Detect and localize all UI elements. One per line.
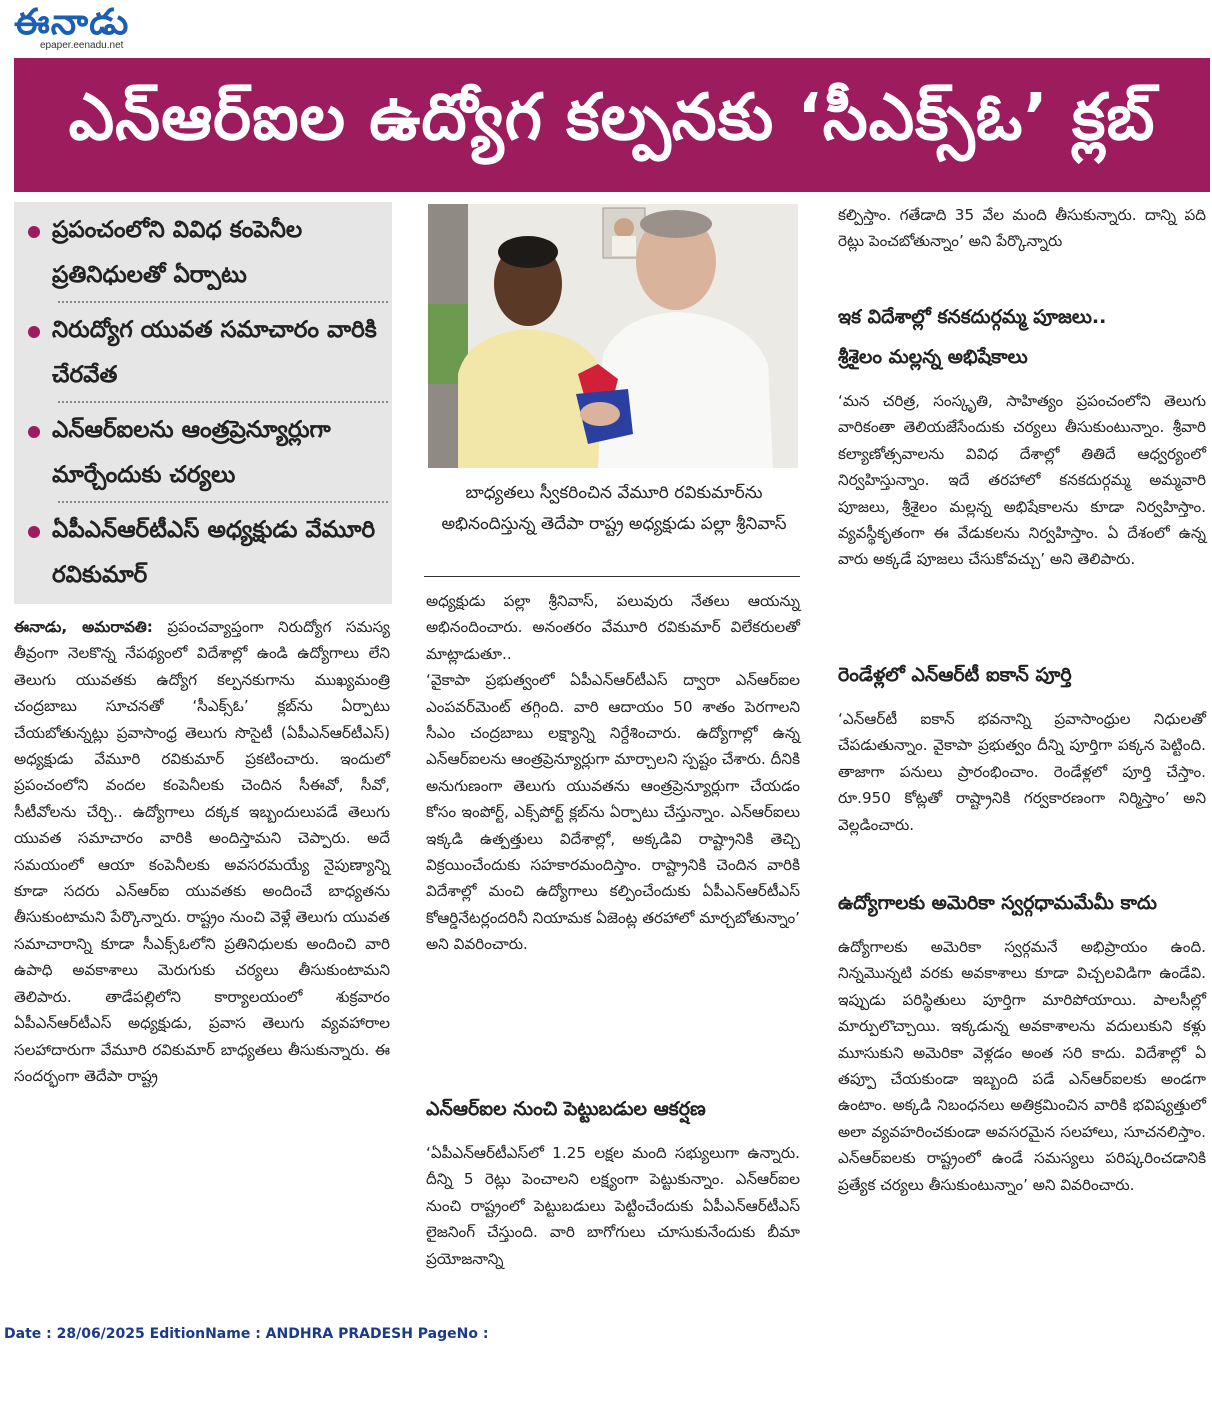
article-column-3c — [838, 706, 1206, 838]
subheading: ఎన్ఆర్ఐల నుంచి పెట్టుబడుల ఆకర్షణ — [426, 1098, 706, 1120]
caption-rule — [424, 576, 800, 577]
headline-banner — [14, 58, 1210, 192]
paragraph: ‘వైకాపా ప్రభుత్వంలో ఏపీఎన్ఆర్‌టీఎస్ ద్వారా ఎన్ఆర్ఐల ఎంపవర్‌మెంట్ తగ్గింది. వారి ఆదాయం 50 శాతం పెరగాలని సీఎం చంద్రబాబు లక్ష్యాన్ని నిర్దేశించారు. ఉద్యోగాల్లో ఉన్న ఎన్ఆర్ఐలను ఆంత్రప్రెన్యూర్లుగా మార్చాలని స్పష్టం చేశారు. దీనికి అనుగుణంగా తెలుగు యువతను ఆంత్రప్రెన్యూర్లుగా చేయడం కోసం ఇంపోర్ట్, ఎక్స్‌పోర్ట్ క్లబ్‌ను ఏర్పాటు చేస్తున్నాం. ఎన్ఆర్ఐలు ఇక్కడి ఉత్పత్తులు విదేశాల్లో, అక్కడివి రాష్ట్రానికి తెచ్చి విక్రయించేందుకు సహకారమందిస్తాం. రాష్ట్రానికి చెందిన వారికి విదేశాల్లో మంచి ఉద్యోగాలు కల్పించేందుకు ఏపీఎన్ఆర్‌టీఎస్ కోఆర్డినేటర్లందరినీ నియామక ఏజెంట్ల తరహాలో మార్చబోతున్నాం’ అని వివరించారు. — [426, 671, 800, 954]
paragraph: ప్రపంచవ్యాప్తంగా నిరుద్యోగ సమస్య తీవ్రంగా నెలకొన్న నేపథ్యంలో విదేశాల్లో ఉండి ఉద్యోగాలు లేని తెలుగు యువతకు ఉద్యోగ కల్పనకుగాను ముఖ్యమంత్రి చంద్రబాబు సూచనతో ‘సీఎక్స్ఓ’ క్లబ్‌ను ఏర్పాటు చేయబోతున్నట్లు ప్రవాసాంధ్ర తెలుగు సొసైటీ (ఏపీఎన్ఆర్‌టీఎస్) అధ్యక్షుడు వేమూరి రవికుమార్ ప్రకటించారు. ఇందులో ప్రపంచంలోని వందల కంపెనీలకు చెందిన సీఈవో, సీవో, సీటీవోలను చేర్చి.. ఉద్యోగాలు దక్కక ఇబ్బందులుపడే తెలుగు యువత సమాచారం వారికి అందిస్తామని చెప్పారు. అదే సమయంలో ఆయా కంపెనీలకు అవసరమయ్యే నైపుణ్యాన్ని కూడా సదరు ఎన్ఆర్ఐ యువతకు అందించే బాధ్యతను తీసుకుంటామని పేర్కొన్నారు. రాష్ట్రం నుంచి వెళ్లే తెలుగు యువత సమాచారాన్ని కూడా సీఎక్స్ఓలోని ప్రతినిధులకు అందించి వారి ఉపాధి అవకాశాలు మెరుగుకు చర్యలు తీసుకుంటామని తెలిపారు. తాడేపల్లిలోని కార్యాలయంలో శుక్రవారం ఏపీఎన్ఆర్‌టీఎస్ అధ్యక్షుడు, ప్రవాస తెలుగు వ్యవహారాల సలహాదారుగా వేమూరి రవికుమార్ బాధ్యతలు తీసుకున్నారు. ఈ సందర్భంగా తెదేపా రాష్ట్ర — [14, 618, 390, 1085]
subheading: శ్రీశైలం మల్లన్న అభిషేకాలు — [838, 346, 1028, 368]
eenadu-logo — [14, 2, 144, 50]
edition-footer: Date : 28/06/2025 EditionName : ANDHRA PRADESH PageNo : — [4, 1326, 489, 1342]
highlight-text: ఏపీఎన్ఆర్‌టీఎస్ అధ్యక్షుడు వేమూరి రవికుమార్ — [52, 517, 376, 588]
photo-caption: బాధ్యతలు స్వీకరించిన వేమూరి రవికుమార్‌ను అభినందిస్తున్న తెదేపా రాష్ట్ర అధ్యక్షుడు పల్లా శ్రీనివాస్ — [441, 483, 787, 534]
paragraph: కల్పిస్తాం. గతేడాది 35 వేల మంది తీసుకున్నారు. దాన్ని పది రెట్లు పెంచబోతున్నాం’ అని పేర్కొన్నారు — [838, 206, 1206, 251]
subheading: ఉద్యోగాలకు అమెరికా స్వర్గధామమేమీ కాదు — [838, 892, 1157, 914]
article-column-2 — [426, 588, 800, 958]
subheading: ఇక విదేశాల్లో కనకదుర్గమ్మ పూజలు.. — [838, 306, 1107, 328]
article-body — [14, 614, 390, 1089]
highlights-panel — [14, 202, 392, 604]
article-column-3 — [838, 202, 1206, 255]
paragraph: ఉద్యోగాలకు అమెరికా స్వర్గమనే అభిప్రాయం ఉంది. నిన్నమొన్నటి వరకు అవకాశాలు కూడా విచ్చలవిడిగా ఉండేవి. ఇప్పుడు పరిస్థితులు పూర్తిగా మారిపోయాయి. పాలసీల్లో మార్పులొచ్చాయి. ఇక్కడున్న అవకాశాలను వదులుకుని కళ్లు మూసుకుని అమెరికా వెళ్లడం అంత సరి కాదు. విదేశాల్లో ఏ తప్పూ చేయకుండా ఇబ్బంది పడే ఎన్ఆర్ఐలకు అండగా ఉంటాం. అక్కడి నిబంధనలు అతిక్రమించిన వారికి భవిష్యత్తులో అలా వ్యవహరించకుండా అవసరమైన సలహాలు, సూచనలిస్తాం. ఎన్ఆర్ఐలకు రాష్ట్రంలో ఉండే సమస్యలు పరిష్కరించడానికి ప్రత్యేక చర్యలు తీసుకుంటున్నాం’ అని వివరించారు. — [838, 938, 1206, 1194]
bullet-dot-icon — [28, 226, 40, 238]
bullet-dot-icon — [28, 426, 40, 438]
subheading: రెండేళ్లలో ఎన్ఆర్‌టీ ఐకాన్ పూర్తి — [838, 664, 1072, 686]
headline-text: ఎన్ఆర్ఐల ఉద్యోగ కల్పనకు ‘సీఎక్స్ఓ’ క్లబ్ — [68, 80, 1156, 155]
paragraph: ‘ఎన్ఆర్‌టీ ఐకాన్ భవనాన్ని ప్రవాసాంధ్రుల నిధులతో చేపడుతున్నాం. వైకాపా ప్రభుత్వం దీన్ని పూర్తిగా పక్కన పెట్టింది. తాజాగా పనులు ప్రారంభించాం. రెండేళ్లలో పూర్తి చేస్తాం. రూ.950 కోట్లతో రాష్ట్రానికి గర్వకారణంగా నిర్మిస్తాం’ అని వెల్లడించారు. — [838, 710, 1206, 834]
article-column-2b — [426, 1140, 800, 1272]
article-column-3b — [838, 388, 1206, 573]
news-photo — [428, 204, 798, 468]
bullet-dot-icon — [28, 326, 40, 338]
dateline: ఈనాడు, అమరావతి: — [14, 618, 153, 636]
paragraph: అధ్యక్షుడు పల్లా శ్రీనివాస్, పలువురు నేతలు ఆయన్ను అభినందించారు. అనంతరం వేమూరి రవికుమార్ విలేకరులతో మాట్లాడుతూ.. — [426, 592, 800, 663]
article-column-3d — [838, 934, 1206, 1198]
highlight-text: ఎన్ఆర్ఐలను ఆంత్రప్రెన్యూర్లుగా మార్చేందుకు చర్యలు — [52, 417, 331, 488]
paragraph: ‘మన చరిత్ర, సంస్కృతి, సాహిత్యం ప్రపంచంలోని తెలుగు వారికంతా తెలియజేసేందుకు చర్యలు తీసుకుంటున్నాం. శ్రీవారి కల్యాణోత్సవాలను వివిధ దేశాల్లో తితిదే ఆధ్వర్యంలో నిర్వహిస్తున్నాం. ఇదే తరహాలో కనకదుర్గమ్మ అమ్మవారి పూజలు, శ్రీశైలం మల్లన్న అభిషేకాలను కూడా నిర్వహిస్తాం. వ్యవస్థీకృతంగా ఈ వేడుకలను నిర్వహిస్తాం. ఏ దేశంలో ఉన్న వారు అక్కడే పూజలు చేసుకోవచ్చు’ అని తెలిపారు. — [838, 392, 1206, 569]
logo-text: ఈనాడు — [14, 1, 130, 43]
paragraph: ‘ఏపీఎన్ఆర్‌టీఎస్‌లో 1.25 లక్షల మంది సభ్యులుగా ఉన్నారు. దీన్ని 5 రెట్లు పెంచాలని లక్ష్యంగా పెట్టుకున్నాం. ఎన్ఆర్ఐల నుంచి రాష్ట్రంలో పెట్టుబడులు పెట్టించేందుకు ఏపీఎన్ఆర్‌టీఎస్ లైజనింగ్ చేస్తుంది. వారి బాగోగులు చూసుకునేందుకు బీమా ప్రయోజనాన్ని — [426, 1144, 800, 1268]
divider — [58, 401, 388, 403]
article-column-1 — [14, 614, 390, 1089]
epaper-url: epaper.eenadu.net — [40, 40, 124, 51]
photo-illustration — [428, 204, 798, 468]
bullet-dot-icon — [28, 526, 40, 538]
highlight-text: నిరుద్యోగ యువత సమాచారం వారికి చేరవేత — [52, 317, 377, 388]
divider — [58, 301, 388, 303]
highlight-text: ప్రపంచంలోని వివిధ కంపెనీల ప్రతినిధులతో ఏర్పాటు — [52, 217, 303, 288]
divider — [58, 501, 388, 503]
